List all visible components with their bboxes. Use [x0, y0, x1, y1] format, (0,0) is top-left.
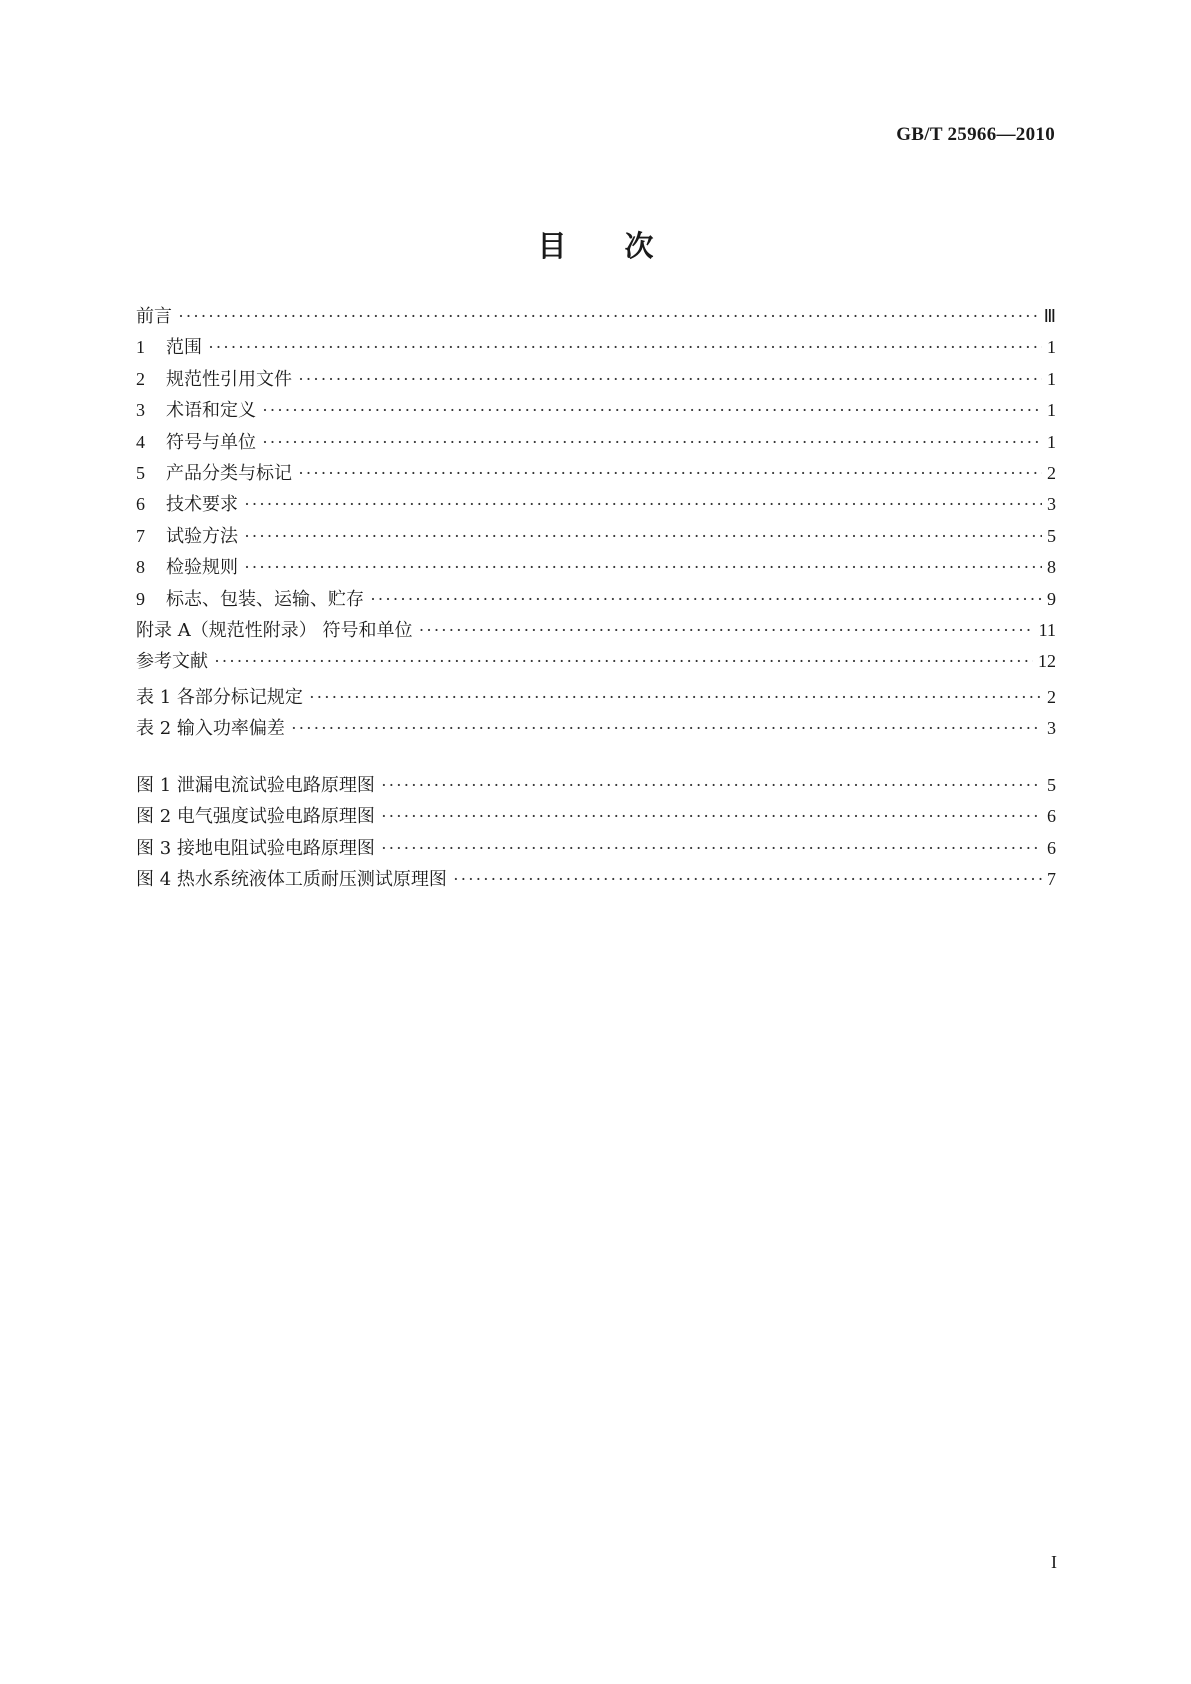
- toc-entry-label: 图 1 泄漏电流试验电路原理图: [136, 775, 375, 796]
- toc-entry-label: 表 1 各部分标记规定: [136, 687, 303, 708]
- toc-dot-leader: [244, 521, 1042, 552]
- toc-entry-number: 5: [136, 462, 145, 483]
- toc-dot-leader: [214, 646, 1033, 677]
- toc-entry-page: 12: [1038, 651, 1056, 672]
- toc-entry-label: 图 4 热水系统液体工质耐压测试原理图: [136, 869, 447, 891]
- toc-dot-leader: [309, 682, 1042, 713]
- toc-entry-label: 标志、包装、运输、贮存: [166, 588, 364, 610]
- toc-entry-page: 1: [1047, 400, 1056, 421]
- toc-entry: [136, 713, 1056, 744]
- title-char-1: 目: [537, 229, 567, 263]
- toc-entry-page: 5: [1047, 525, 1056, 546]
- toc-dot-leader: [244, 552, 1042, 583]
- toc-entry-page: 11: [1038, 619, 1056, 640]
- toc-entry: [136, 770, 1056, 801]
- toc-entry-page: 2: [1047, 687, 1056, 707]
- toc-entry: [136, 332, 1056, 363]
- toc-entry-label: 符号与单位: [166, 431, 256, 453]
- toc-dot-leader: [262, 395, 1042, 426]
- page-title: [0, 224, 1191, 265]
- toc-chapters: [136, 301, 1056, 678]
- toc-entry-number: 1: [136, 337, 145, 358]
- toc-entry-number: 2: [136, 368, 145, 389]
- standard-code: GB/T 25966—2010: [896, 124, 1055, 145]
- toc-entry: [136, 682, 1056, 713]
- toc-entry-page: 3: [1047, 718, 1056, 739]
- toc-entry-page: 7: [1047, 869, 1056, 890]
- toc-entry-page: 1: [1047, 431, 1056, 452]
- toc-dot-leader: [208, 332, 1042, 363]
- toc-entry-page: 8: [1047, 557, 1056, 578]
- toc-entry-label: 试验方法: [166, 525, 238, 547]
- toc-entry: [136, 801, 1056, 832]
- toc-dot-leader: [291, 713, 1042, 744]
- toc-entry-label: 范围: [166, 337, 202, 359]
- toc-entry: [136, 364, 1056, 395]
- toc-entry-page: Ⅲ: [1043, 306, 1056, 326]
- toc-entry-page: 1: [1047, 368, 1056, 389]
- toc-entry-number: 6: [136, 494, 145, 515]
- toc-entry: [136, 646, 1056, 677]
- toc-entry-label: 图 2 电气强度试验电路原理图: [136, 806, 375, 828]
- toc-entry-number: 4: [136, 431, 145, 452]
- toc-entry-page: 6: [1047, 806, 1056, 827]
- toc-entry-label: 图 3 接地电阻试验电路原理图: [136, 837, 375, 859]
- toc-entry-number: 8: [136, 557, 145, 578]
- page-number: I: [1051, 1552, 1057, 1572]
- toc-entry: [136, 458, 1056, 489]
- toc-entry-number: 3: [136, 400, 145, 421]
- toc-dot-leader: [453, 864, 1042, 895]
- title-char-2: 次: [624, 229, 654, 263]
- toc-entry: [136, 552, 1056, 583]
- toc-entry: [136, 301, 1056, 332]
- toc-entry: [136, 489, 1056, 520]
- toc-dot-leader: [178, 301, 1039, 332]
- toc-entry: [136, 395, 1056, 426]
- toc-dot-leader: [381, 770, 1042, 801]
- toc-entry-label: 术语和定义: [166, 400, 256, 422]
- toc-entry-label: 技术要求: [166, 494, 238, 516]
- toc-entry-label: 检验规则: [166, 557, 238, 579]
- toc-entry: [136, 833, 1056, 864]
- toc-dot-leader: [298, 364, 1042, 395]
- toc-dot-leader: [370, 584, 1042, 615]
- toc-entry: [136, 615, 1056, 646]
- toc-dot-leader: [244, 489, 1042, 520]
- toc-entry-label: 参考文献: [136, 651, 208, 673]
- toc-entry-page: 3: [1047, 494, 1056, 515]
- toc-entry-page: 6: [1047, 837, 1056, 858]
- toc-entry-label: 前言: [136, 306, 172, 327]
- toc-entry-number: 9: [136, 588, 145, 609]
- toc-entry-label: 规范性引用文件: [166, 368, 292, 390]
- toc-figures: [136, 770, 1056, 896]
- toc-dot-leader: [381, 833, 1042, 864]
- toc-entry-page: 2: [1047, 462, 1056, 483]
- toc-dot-leader: [298, 458, 1042, 489]
- toc-entry-label: 表 2 输入功率偏差: [136, 718, 285, 740]
- toc-tables: [136, 682, 1056, 745]
- toc-entry-number: 7: [136, 525, 145, 546]
- toc-entry-page: 1: [1047, 337, 1056, 358]
- toc-entry-label: 附录 A（规范性附录） 符号和单位: [136, 619, 413, 641]
- toc-entry-page: 5: [1047, 775, 1056, 795]
- toc-entry-page: 9: [1047, 588, 1056, 609]
- toc-entry: [136, 864, 1056, 895]
- toc-dot-leader: [381, 801, 1042, 832]
- toc-entry: [136, 584, 1056, 615]
- toc-dot-leader: [418, 615, 1033, 646]
- toc-entry-label: 产品分类与标记: [166, 462, 292, 484]
- toc-entry: [136, 427, 1056, 458]
- toc-dot-leader: [262, 427, 1042, 458]
- toc-entry: [136, 521, 1056, 552]
